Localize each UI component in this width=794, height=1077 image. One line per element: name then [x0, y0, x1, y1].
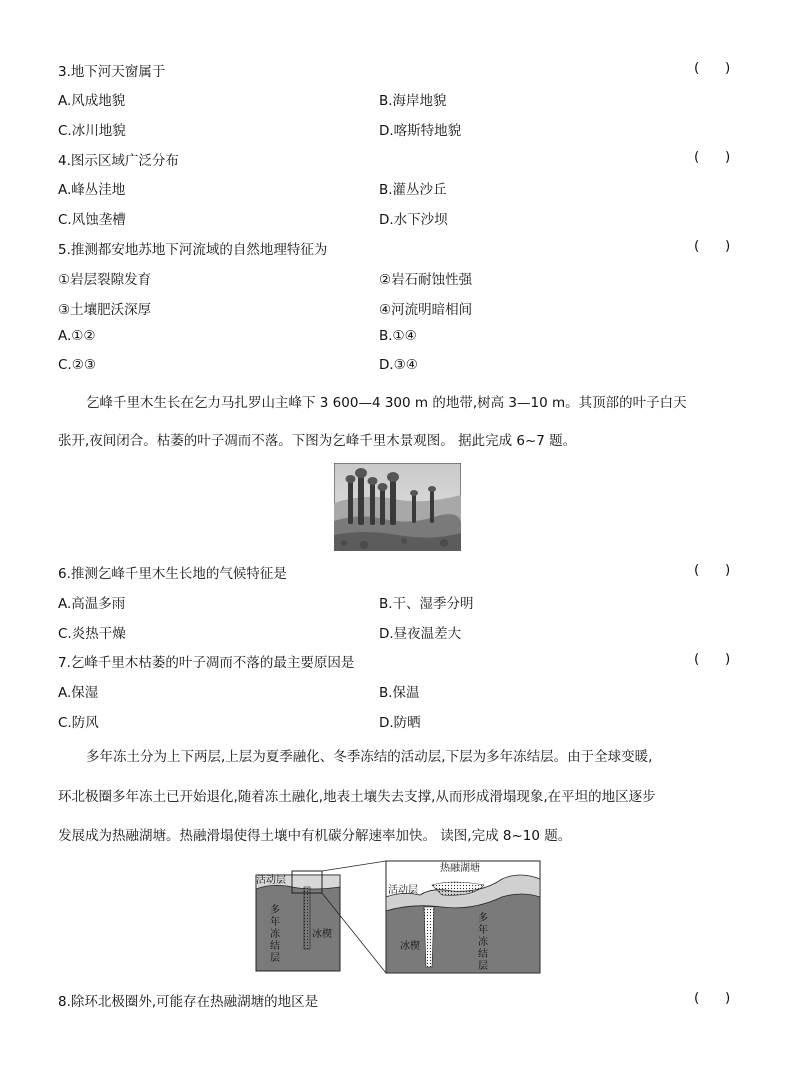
right-thaw-pond-label: 热融湖塘 [440, 863, 480, 874]
q4-option-d: D.水下沙坝 [379, 212, 448, 228]
q7-option-d: D.防晒 [379, 715, 421, 731]
q3-answer-bracket: ( ) [694, 60, 731, 76]
passage2-line2: 环北极圈多年冻土已开始退化,随着冻土融化,地表土壤失去支撑,从而形成滑塌现象,在平坦的地区逐步 [58, 789, 656, 805]
q3-stem: 3.地下河天窗属于 [58, 64, 166, 80]
q3-option-b: B.海岸地貌 [379, 93, 447, 109]
q6-option-d: D.昼夜温差大 [379, 626, 462, 642]
q4-answer-bracket: ( ) [694, 149, 731, 165]
q3-option-c: C.冰川地貌 [58, 123, 126, 139]
permafrost-diagram [252, 857, 544, 977]
svg-text:结: 结 [270, 941, 280, 952]
left-ice-wedge-label: 冰楔 [312, 929, 332, 940]
q4-option-c: C.风蚀垄槽 [58, 212, 126, 228]
q5-statement-3: ③土壤肥沃深厚 [58, 302, 152, 318]
q7-option-b: B.保温 [379, 685, 420, 701]
q5-answer-bracket: ( ) [694, 238, 731, 254]
svg-text:冻: 冻 [270, 929, 280, 940]
q5-option-a: A.①② [58, 328, 96, 344]
svg-text:多: 多 [478, 913, 488, 924]
q5-statement-2: ②岩石耐蚀性强 [379, 272, 473, 288]
lobelia-landscape-photo [334, 463, 461, 551]
q5-statement-1: ①岩层裂隙发育 [58, 272, 152, 288]
svg-text:年: 年 [478, 925, 488, 936]
right-ice-wedge-label: 冰楔 [400, 941, 420, 952]
q6-stem: 6.推测乞峰千里木生长地的气候特征是 [58, 566, 287, 582]
q6-option-a: A.高温多雨 [58, 596, 126, 612]
passage1-line2: 张开,夜间闭合。枯萎的叶子凋而不落。下图为乞峰千里木景观图。 据此完成 6~7 题。 [58, 433, 577, 449]
q4-option-b: B.灌丛沙丘 [379, 182, 447, 198]
svg-text:年: 年 [270, 917, 280, 928]
svg-text:多: 多 [270, 905, 280, 916]
q7-stem: 7.乞峰千里木枯萎的叶子凋而不落的最主要原因是 [58, 655, 355, 671]
q5-stem: 5.推测都安地苏地下河流域的自然地理特征为 [58, 242, 328, 258]
left-active-layer-label: 活动层 [256, 875, 286, 886]
svg-text:冻: 冻 [478, 937, 488, 948]
passage1-line1: 乞峰千里木生长在乞力马扎罗山主峰下 3 600—4 300 m 的地带,树高 3—10 m。其顶部的叶子白天 [86, 395, 687, 411]
q5-option-d: D.③④ [379, 357, 418, 373]
q7-answer-bracket: ( ) [694, 651, 731, 667]
q4-option-a: A.峰丛洼地 [58, 182, 126, 198]
svg-text:结: 结 [478, 949, 488, 960]
q4-stem: 4.图示区域广泛分布 [58, 153, 179, 169]
q5-option-c: C.②③ [58, 357, 96, 373]
q7-option-a: A.保湿 [58, 685, 99, 701]
right-permafrost-label [478, 912, 489, 972]
passage2-line3: 发展成为热融湖塘。热融滑塌使得土壤中有机碳分解速率加快。 读图,完成 8~10 题。 [58, 828, 572, 844]
q8-stem: 8.除环北极圈外,可能存在热融湖塘的地区是 [58, 994, 319, 1010]
q5-option-b: B.①④ [379, 328, 417, 344]
svg-text:层: 层 [478, 961, 488, 972]
q6-answer-bracket: ( ) [694, 562, 731, 578]
q5-statement-4: ④河流明暗相间 [379, 302, 473, 318]
svg-text:层: 层 [270, 953, 280, 964]
q8-answer-bracket: ( ) [694, 990, 731, 1006]
passage2-line1: 多年冻土分为上下两层,上层为夏季融化、冬季冻结的活动层,下层为多年冻结层。由于全球变暖, [86, 749, 653, 765]
left-permafrost-label [270, 904, 281, 964]
q6-option-c: C.炎热干燥 [58, 626, 126, 642]
q6-option-b: B.干、湿季分明 [379, 596, 474, 612]
q7-option-c: C.防风 [58, 715, 99, 731]
q3-option-a: A.风成地貌 [58, 93, 126, 109]
q3-option-d: D.喀斯特地貌 [379, 123, 462, 139]
right-active-layer-label: 活动层 [388, 885, 418, 896]
